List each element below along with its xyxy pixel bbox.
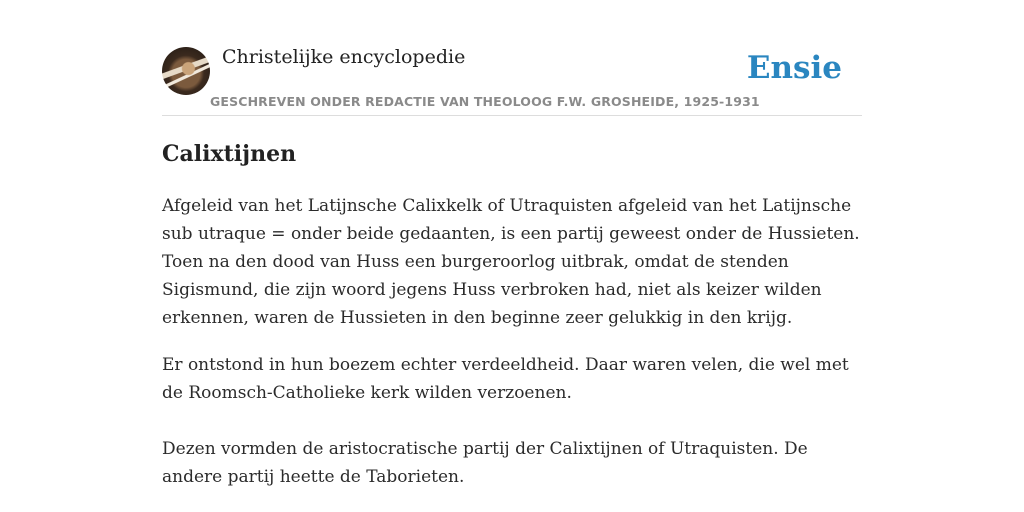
brand-logo-link[interactable]: Ensie [746, 50, 842, 86]
article-paragraph-1: Afgeleid van het Latijnsche Calixkelk of Utraquisten afgeleid van het Latijnsche sub utraque = onder beide gedaanten, is een partij geweest onder de Hussieten. Toen na den dood van Huss een burgeroorlog uitbrak, omdat de stenden Sigismund, die zijn woord jegens Huss verbroken had, niet als keizer wilden erkennen, waren de Hussieten in den beginne zeer gelukkig in den krijg. [162, 196, 860, 328]
site-subtitle: GESCHREVEN ONDER REDACTIE VAN THEOLOOG F.W. GROSHEIDE, 1925-1931 [210, 94, 760, 109]
page [162, 0, 862, 512]
article-paragraph-2: Er ontstond in hun boezem echter verdeeldheid. Daar waren velen, die wel met de Roomsch-Catholieke kerk wilden verzoenen. [162, 355, 849, 403]
article-paragraph-3: Dezen vormden de aristocratische partij der Calixtijnen of Utraquisten. De andere partij heette de Taborieten. [162, 439, 808, 487]
article-title: Calixtijnen [162, 141, 297, 167]
header-divider [162, 115, 862, 116]
site-name[interactable]: Christelijke encyclopedie [222, 46, 466, 68]
site-logo-avatar[interactable] [162, 47, 210, 95]
site-header [162, 0, 862, 116]
